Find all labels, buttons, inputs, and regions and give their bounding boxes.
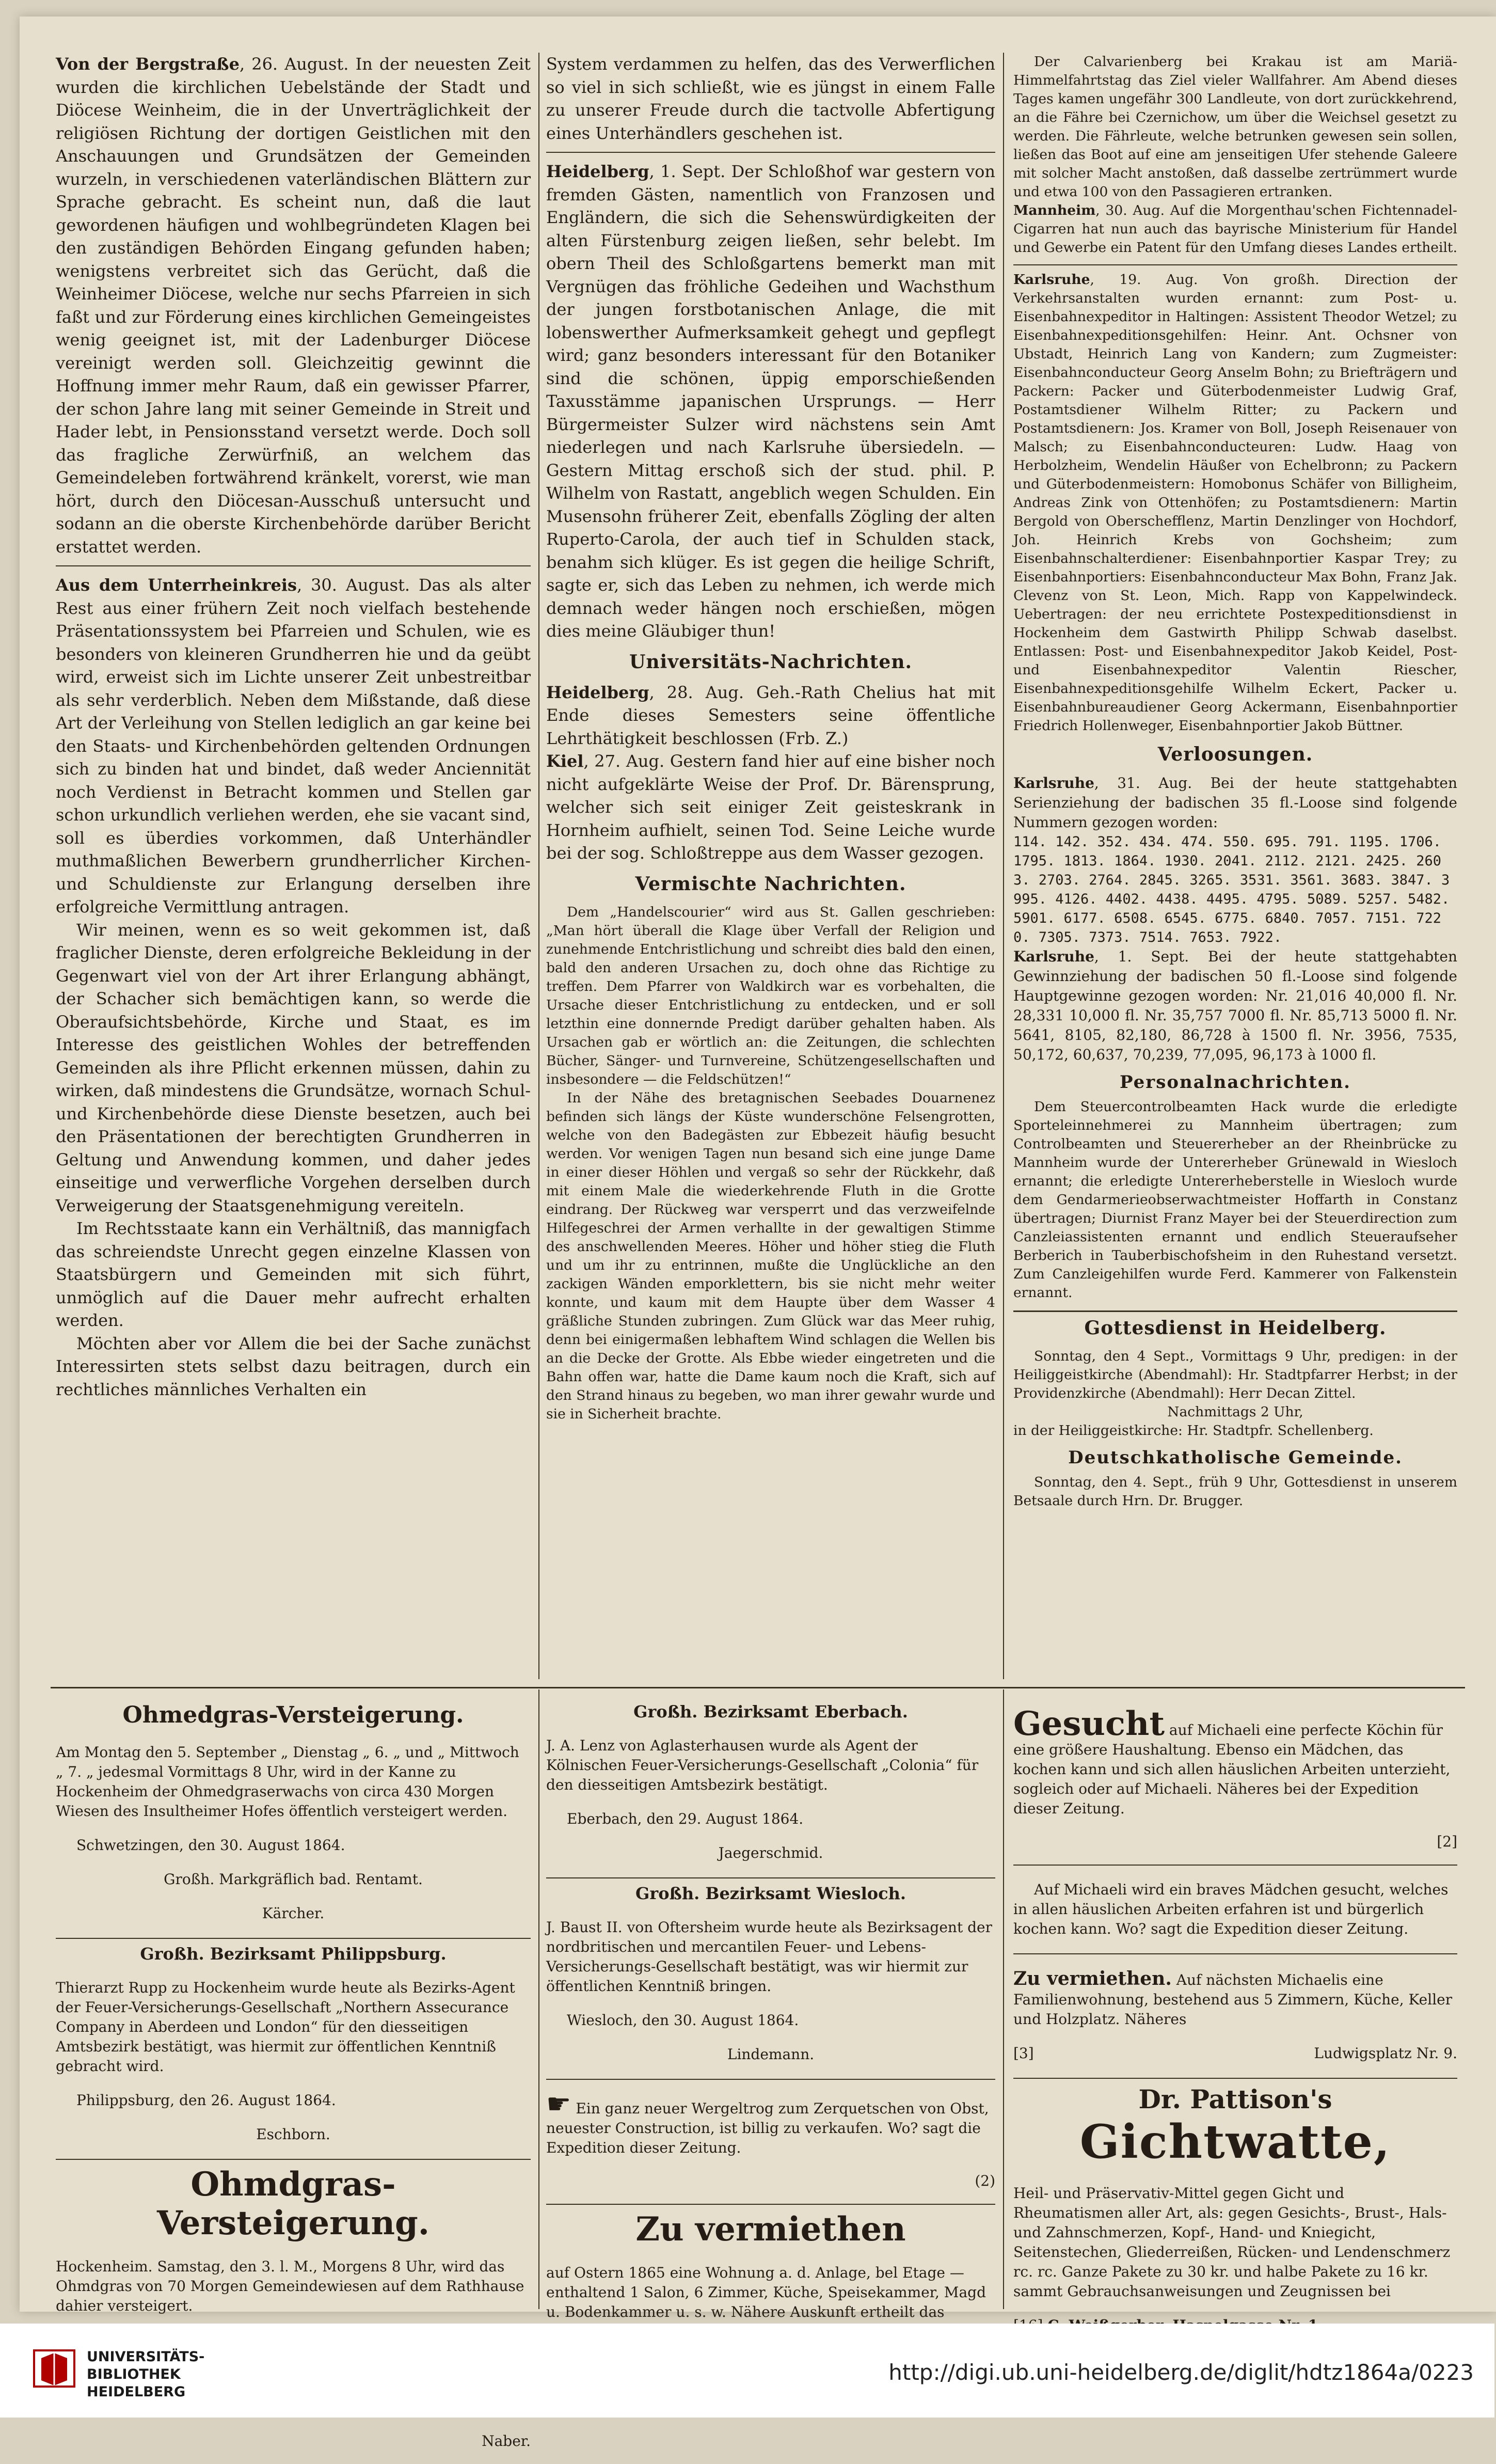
library-name-line: UNIVERSITÄTS-	[87, 2349, 205, 2365]
section-heading: Verloosungen.	[1157, 744, 1313, 765]
article-text: Das als alter Rest aus einer frühern Zeit noch vielfach bestehende Präsentationssystem bei Pfarreien und Schulen, wie es besonders von kleineren Grundherren hie und da geübt wird, erweist sich im Lichte unserer Zeit unbestreitbar als sehr verderblich. Neben dem Mißstande, daß diese Art der Verleihung von Stellen lediglich an gar keine bei den Staats- und Kirchenbehörden geltenden Ordnungen sich zu binden hat und bindet, daß weder Anciennität noch Verdienst in Betracht kommen und Stellen gar schon urkundlich verliehen werden, ehe sie vacant sind, soll es überdies vorkommen, daß Unterhändler muthmaßlichen Bewerbern grundherrlicher Kirchen- und Schuldienste zur Erlangung derselben ihre erfolgreiche Vermittlung antragen.	[56, 575, 531, 917]
ad-title: Großh. Bezirksamt Wiesloch.	[635, 1884, 906, 1903]
article-text: , 1. Sept. Bei der heute stattgehabten Gewinnziehung der badischen 50 fl.-Loose sind folgende Hauptgewinne gezogen worden: Nr. 21,016 40,000 fl. Nr. 28,331 10,000 fl. Nr. 35,757 7000 fl. Nr. 85,713 5000 fl. Nr. 5641, 8105, 82,180, 86,728 à 1500 fl. Nr. 3956, 7535, 50,172, 60,637, 70,239, 77,095, 96,173 à 1000 fl.	[1013, 948, 1457, 1063]
section-heading: Universitäts-Nachrichten.	[629, 651, 913, 673]
column-rule	[1003, 1689, 1004, 2309]
column-3	[1013, 53, 1457, 1518]
source-url[interactable]: http://digi.ub.uni-heidelberg.de/diglit/hdtz1864a/0223	[888, 2360, 1474, 2385]
article-text: , 31. Aug. Bei der heute stattgehabten Serienziehung der badischen 35 fl.-Loose sind folgende Nummern gezogen worden:	[1013, 775, 1457, 831]
article-text: , 28. Aug. Geh.-Rath Chelius hat mit Ende dieses Semesters seine öffentliche Lehrthätigkeit beschlossen (Frb. Z.)	[546, 682, 995, 748]
ad-text: J. A. Lenz von Aglasterhausen wurde als Agent der Kölnischen Feuer-Versicherungs-Gesellschaft „Colonia“ für den diesseitigen Amtsbezirk bestätigt.	[546, 1737, 979, 1793]
library-logo-icon	[31, 2345, 77, 2394]
article-place: Heidelberg	[546, 162, 649, 181]
article-personal	[1013, 1098, 1457, 1302]
section-heading: Gottesdienst in Heidelberg.	[1013, 1310, 1457, 1339]
article-place: Heidelberg	[546, 682, 649, 702]
column-2	[546, 53, 995, 1431]
article-text: Wir meinen, wenn es so weit gekommen ist, daß fraglicher Dienste, deren erfolgreiche Bekleidung in der Gegenwart viel von der Art ihrer Erlangung abhängt, der Schacher sich bemächtigen kann, so werde die Oberaufsichtsbehörde, Kirche und Staat, es im Interesse des geistlichen Wohles der betreffenden Gemeinden als ihre Pflicht erkennen müssen, dahin zu wirken, daß mindestens die Grundsätze, wornach Schul- und Kirchenbehörde diese Dienste besetzen, auch bei den Präsentationen der berechtigten Grundherren in Geltung und Anwendung kommen, und daher jedes einseitige und verwerfliche Vorgehen derselben durch Verweigerung der Staatsgenehmigung vereiteln.	[56, 920, 531, 1215]
article-place: Karlsruhe	[1013, 948, 1094, 965]
ad-clerk: Naber.	[482, 2433, 531, 2450]
separator	[546, 2204, 995, 2205]
ad-name: Jaegerschmid.	[718, 1844, 823, 1861]
ad-signature: Großh. Markgräflich bad. Rentamt.	[164, 1871, 423, 1888]
ad-date: Philippsburg, den 26. August 1864.	[76, 2092, 336, 2109]
ad-number: [3]	[1013, 2045, 1034, 2062]
ads-rule	[51, 1687, 1465, 1688]
article-place: Von der Bergstraße	[56, 54, 240, 74]
ad-text: auf Michaeli eine perfecte Köchin für eine größere Haushaltung. Ebenso ein Mädchen, das kochen kann und sich allen häuslichen Arbeiten unterzieht, sogleich oder auf Michaeli. Näheres bei der Expedition dieser Zeitung.	[1013, 1721, 1451, 1817]
article-text: Der Calvarienberg bei Krakau ist am Mariä-Himmelfahrtstag das Ziel vieler Wallfahrer. Am Abend dieses Tages kamen ungefähr 300 Landleute, von dort zurückkehrend, an die Fähre bei Czernichow, um über die Weichsel gesetzt zu werden. Die Fährleute, welche betrunken gewesen sein sollen, ließen das Boot auf eine am jenseitigen Ufer stehende Galeere mit solcher Macht anstoßen, daß dasselbe zertrümmert wurde und etwa 100 von den Passagieren ertranken.	[1013, 54, 1457, 200]
ad-text: Hockenheim. Samstag, den 3. l. M., Morgens 8 Uhr, wird das Ohmdgras von 70 Morgen Gemeindewiesen auf dem Rathhause dahier versteigert.	[56, 2258, 524, 2314]
separator	[1013, 2078, 1457, 2079]
ad-date: Wiesloch, den 30. August 1864.	[567, 2012, 799, 2029]
article-text: , 19. Aug. Von großh. Direction der Verkehrsanstalten wurden ernannt: zum Post- u. Eisenbahnexpeditor in Haltingen: Assistent Theodor Wetzel; zu Eisenbahnexpeditionsgehilfen: Heinr. Ant. Ochsner von Ubstadt, Heinrich Lang von Kandern; zum Zugmeister: Eisenbahnconducteur Georg Anselm Bohn; zu Briefträgern und Packern: Packer und Güterbodenmeister Ludwig Graf, Postamtsdiener Wilhelm Ritter; zu Packern und Postamtsdienern: Jos. Kramer von Boll, Joseph Reisenauer von Malsch; zu Eisenbahnconducteuren: Ludw. Haag von Herbolzheim, Wendelin Häußer von Echelbronn; zu Packern und Güterbodenmeistern: Homobonus Schäfer von Billigheim, Andreas Zink von Ottenhöfen; zu Postamtsdienern: Martin Bergold von Oberschefflenz, Martin Denzlinger von Hochdorf, Joh. Heinrich Krebs von Gochsheim; zum Eisenbahnschalterdiener: Eisenbahnportier Kaspar Trey; zu Eisenbahnportiers: Eisenbahnconducteur Max Bohn, Franz Jak. Clevenz von St. Leon, Mich. Rapp von Kappelwindeck. Uebertragen: der neu errichtete Postexpeditionsdienst in Hockenheim dem Gastwirth Philipp Schwab daselbst. Entlassen: Post- und Eisenbahnexpeditor Jakob Keidel, Post- und Eisenbahnexpeditor Valentin Riescher, Eisenbahnexpeditionsgehilfe Wilhelm Eckert, Packer u. Eisenbahnbureaudiener Georg Ackermann, Eisenbahnportier Friedrich Hollenweger, Eisenbahnportier Jakob Büttner.	[1013, 272, 1457, 734]
separator	[56, 565, 531, 566]
article-gottesdienst	[1013, 1347, 1457, 1440]
ad-title: Zu vermiethen.	[1013, 1968, 1172, 1989]
ad-name: Lindemann.	[727, 2046, 815, 2063]
ad-number: (2)	[975, 2172, 995, 2189]
article-text: , 30. Aug. Auf die Morgenthau'schen Fichtennadel-Cigarren hat nun auch das bayrische Ministerium für Handel und Gewerbe ein Patent für den Umfang dieses Landes ertheilt.	[1013, 202, 1457, 256]
article-text: Dem Steuercontrolbeamten Hack wurde die erledigte Sporteleinnehmerei zu Mannheim übertragen; zum Controlbeamten und Steuererheber an der Rheinbrücke zu Mannheim wurde der Untererheber Grünewald in Wiesloch ernannt; die erledigte Untererheberstelle in Wiesloch wurde dem Gendarmerieobserwachtmeister Hoffarth in Constanz übertragen; Diurnist Franz Mayer bei der Steuerdirection zum Canzleiassistenten ernannt und endlich Steueraufseher Berberich in Tauberbischofsheim in den Ruhestand versetzt. Zum Canzleigehilfen wurde Ferd. Kammerer von Falkenstein ernannt.	[1013, 1099, 1457, 1301]
ad-title: Gichtwatte,	[1079, 2114, 1391, 2169]
article-bergstrasse	[56, 53, 531, 558]
ad-name: Kärcher.	[262, 1905, 325, 1922]
ad-title: Ohmdgras-Versteigerung.	[156, 2165, 430, 2242]
ad-title: Gesucht	[1013, 1704, 1165, 1743]
library-name-line: BIBLIOTHEK	[87, 2366, 181, 2382]
section-heading: Vermischte Nachrichten.	[635, 873, 906, 895]
ad-text: J. Baust II. von Oftersheim wurde heute als Bezirksagent der nordbritischen und mercantilen Feuer- und Lebens-Versicherungs-Gesellschaft bestätigt, was wir hiermit zur öffentlichen Kenntniß bringen.	[546, 1919, 992, 1995]
ad-column-2	[546, 1695, 995, 2356]
separator	[546, 152, 995, 153]
article-text: System verdammen zu helfen, das des Verwerflichen so viel in sich schließt, wie es jüngst in einem Falle zu unserer Freude durch die tactvolle Abfertigung eines Unterhändlers geschehen ist.	[546, 54, 995, 143]
article-date: , 30. August.	[297, 575, 410, 595]
ad-date: Schwetzingen, den 30. August 1864.	[76, 1837, 345, 1854]
article-date: , 26. August.	[239, 54, 349, 74]
section-heading: Personalnachrichten.	[1120, 1072, 1351, 1093]
article-text: Sonntag, den 4. Sept., früh 9 Uhr, Gottesdienst in unserem Betsaale durch Hrn. Dr. Brugger.	[1013, 1474, 1457, 1509]
article-text: Im Rechtsstaate kann ein Verhältniß, das mannigfach das schreiendste Unrecht gegen einzelne Klassen von Staatsbürgern und Gemeinden mit sich führt, unmöglich auf die Dauer mehr aufrecht erhalten werden.	[56, 1219, 531, 1330]
ad-text: Ein ganz neuer Wergeltrog zum Zerquetschen von Obst, neuester Construction, ist billig zu verkaufen. Wo? sagt die Expedition dieser Zeitung.	[546, 2100, 989, 2156]
ad-text: Am Montag den 5. September „ Dienstag „ 6. „ und „ Mittwoch „ 7. „ jedesmal Vormittags 8 Uhr, wird in der Kanne zu Hockenheim der Ohmedgraserwachs von circa 430 Morgen Wiesen des Insultheimer Hofes öffentlich versteigert werden.	[56, 1744, 519, 1820]
article-text: In der Nähe des bretagnischen Seebades Douarnenez befinden sich längs der Küste wunderschöne Felsengrotten, welche von den Badegästen zur Ebbezeit häufig besucht werden. Vor wenigen Tagen nun besand sich eine junge Dame in einer dieser Höhlen und vergaß so sehr der Rückkehr, daß mit einem Male die wiederkehrende Fluth in die Grotte eindrang. Der Rückweg war versperrt und das verzweifelnde Hilfegeschrei der Armen verhallte in der gewaltigen Stimme des anschwellenden Meeres. Höher und höher stieg die Fluth und um ihr zu entrinnen, mußte die Unglückliche an den zackigen Wänden emporklettern, bis sie nicht mehr weiter konnte, und kaum mit dem Haupte über dem Wasser 4 gräßliche Stunden zubringen. Zum Glück war das Meer ruhig, denn bei einigermaßen lebhaftem Wind schlagen die Wellen bis an die Decke der Grotte. Als Ebbe wieder eingetreten und die Bahn offen war, hatte die Dame kaum noch die Kraft, sich auf den Strand hinaus zu begeben, wo man ihrer gewahr wurde und sie in Sicherheit brachte.	[546, 1089, 995, 1422]
lottery-numbers: 114. 142. 352. 434. 474. 550. 695. 791. 1195. 1706. 1795. 1813. 1864. 1930. 2041. 2112. 2121. 2425. 2603. 2703. 2764. 2845. 3265. 3531. 3561. 3683. 3847. 3995. 4126. 4402. 4438. 4495. 4795. 5089. 5257. 5482. 5901. 6177. 6508. 6545. 6775. 6840. 7057. 7151. 7220. 7305. 7373. 7514. 7653. 7922.	[1013, 834, 1458, 945]
article-text: In der neuesten Zeit wurden die kirchlichen Uebelstände der Stadt und Diöcese Weinheim, die in der Unverträglichkeit der religiösen Richtung der dortigen Geistlichen mit den Anschauungen und Grundsätzen der Gemeinden wurzeln, in verschiedenen vaterländischen Blättern zur Sprache gebracht. Es scheint nun, daß die laut gewordenen häufigen und wohlbegründeten Klagen bei den zuständigen Behörden Eingang gefunden haben; wenigstens verbreitet sich das Gerücht, daß die Weinheimer Diöcese, welche nur sechs Pfarreien in sich faßt und zur Förderung eines kirchlichen Gemeingeistes wenig geeignet ist, mit der Ladenburger Diöcese vereinigt werden soll. Gleichzeitig gewinnt die Hoffnung immer mehr Raum, daß ein gewisser Pfarrer, der schon Jahre lang mit seiner Gemeinde in Streit und Hader lebt, in Pensionsstand versetzt werde. Doch soll das fragliche Zerwürfniß, an welchem das Gemeindeleben fortwährend kränkelt, vorerst, wie man hört, durch den Diöcesan-Ausschuß untersucht und sodann an die oberste Kirchenbehörde darüber Bericht erstattet werden.	[56, 54, 531, 557]
article-text: Der Schloßhof war gestern von fremden Gästen, namentlich von Franzosen und Engländern, die sich die Sehenswürdigkeiten der alten Fürstenburg zeigen ließen, sehr belebt. Im obern Theil des Schloßgartens bemerkt man mit Vergnügen das fröhliche Gedeihen und Wachsthum der jungen forstbotanischen Anlage, die mit lobenswerther Aufmerksamkeit gehegt und gepflegt wird; ganz besonders interessant für den Botaniker sind die schönen, üppig emporschießenden Taxusstämme japanischen Ursprungs. — Herr Bürgermeister Sulzer wird nächstens sein Amt niederlegen und nach Karlsruhe übersiedeln. — Gestern Mittag erschoß sich der stud. phil. P. Wilhelm von Rastatt, angeblich wegen Schulden. Ein Musensohn früherer Zeit, ebenfalls Zögling der alten Ruperto-Carola, der auch tief in Schulden stack, benahm sich klüger. Es ist gegen die heilige Schrift, sagte er, sich das Leben zu nehmen, ich werde mich demnach weder hängen noch erschießen, mögen dies meine Gläubiger thun!	[546, 162, 996, 641]
column-rule	[538, 1689, 539, 2309]
separator	[56, 2159, 531, 2160]
article-unterrheinkreis	[56, 574, 531, 1401]
article-text: Möchten aber vor Allem die bei der Sache zunächst Interessirten stets selbst dazu beitragen, durch ein rechtliches männliches Verhalten ein	[56, 1333, 531, 1399]
article-krakau	[1013, 53, 1457, 257]
article-vermischt	[546, 903, 995, 1424]
separator	[1013, 1953, 1457, 1954]
column-rule	[1003, 53, 1004, 1679]
article-text: in der Heiliggeistkirche: Hr. Stadtpfr. Schellenberg.	[1013, 1423, 1374, 1439]
article-deutschkatholisch	[1013, 1473, 1457, 1510]
article-place: Karlsruhe	[1013, 272, 1090, 288]
ad-text: auf Ostern 1865 eine Wohnung a. d. Anlage, bel Etage — enthaltend 1 Salon, 6 Zimmer, Küche, Speisekammer, Magd u. Bodenkammer u. s. w. Nähere Auskunft ertheilt das	[546, 2264, 986, 2320]
footer	[0, 2324, 1494, 2418]
article-heidelberg	[546, 160, 995, 643]
library-name-line: HEIDELBERG	[87, 2384, 186, 2400]
ad-title: Dr. Pattison's	[1138, 2084, 1332, 2114]
article-place: Aus dem Unterrheinkreis	[56, 575, 297, 595]
ad-text: Heil- und Präservativ-Mittel gegen Gicht und Rheumatismen aller Art, als: gegen Gesichts-, Brust-, Hals- und Zahnschmerzen, Kopf-, Hand- und Kniegicht, Seitenstechen, Gliederreißen, Rücken- und Lendenschmerz rc. rc. Ganze Pakete zu 30 kr. und halbe Pakete zu 16 kr. sammt Gebrauchsanweisungen und Zeugnissen bei	[1013, 2185, 1451, 2300]
ad-text: Thierarzt Rupp zu Hockenheim wurde heute als Bezirks-Agent der Feuer-Versicherungs-Gesellschaft „Northern Assecurance Company in Aberdeen und London“ für den diesseitigen Amtsbezirk bestätigt, was hiermit zur öffentlichen Kenntniß gebracht wird.	[56, 1979, 515, 2075]
ad-title: Großh. Bezirksamt Philippsburg.	[140, 1944, 447, 1964]
ad-title: Großh. Bezirksamt Eberbach.	[633, 1702, 908, 1721]
article-text: Dem „Handelscourier“ wird aus St. Gallen geschrieben: „Man hört überall die Klage über Verfall der Religion und zunehmende Entchristlichung und schreibt dies bald den einen, bald den anderen Ursachen zu, doch ohne das Richtige zu treffen. Dem Pfarrer von Waldkirch war es vorbehalten, die Ursache dieser Entchristlichung zu entdecken, und er soll letzthin eine donnernde Predigt darüber gehalten haben. Als Ursachen gab er wörtlich an: die Zeitungen, die schlechten Bücher, Sänger- und Turnvereine, Schützengesellschaften und insbesondere — die Feldschützen!“	[546, 904, 995, 1087]
separator	[546, 2079, 995, 2080]
article-text: Sonntag, den 4 Sept., Vormittags 9 Uhr, predigen: in der Heiliggeistkirche (Abendmahl): Hr. Stadtpfarrer Herbst; in der Providenzkirche (Abendmahl): Herr Decan Zittel.	[1013, 1348, 1457, 1401]
ad-title: Zu vermiethen	[635, 2210, 906, 2249]
separator	[546, 1877, 995, 1878]
article-continuation	[546, 53, 995, 145]
column-rule	[538, 53, 539, 1679]
article-place: Kiel	[546, 751, 584, 771]
separator	[56, 1938, 531, 1939]
pointing-hand-icon: ☛	[546, 2088, 571, 2120]
ad-date: Eberbach, den 29. August 1864.	[567, 1810, 804, 1827]
ad-text: Auf nächsten Michaelis eine Familienwohnung, bestehend aus 5 Zimmern, Küche, Keller und Holzplatz. Näheres	[1013, 1971, 1453, 2028]
article-date: , 1. Sept.	[649, 162, 726, 181]
ad-text: Auf Michaeli wird ein braves Mädchen gesucht, welches in allen häuslichen Arbeiten erfahren ist und bürgerlich kochen kann. Wo? sagt die Expedition dieser Zeitung.	[1013, 1881, 1449, 1937]
article-verloosungen	[1013, 773, 1457, 1065]
section-heading: Deutschkatholische Gemeinde.	[1068, 1447, 1403, 1468]
article-place: Mannheim	[1013, 202, 1096, 218]
ad-address: Ludwigsplatz Nr. 9.	[1314, 2045, 1457, 2062]
article-univ	[546, 681, 995, 865]
ad-number: [2]	[1437, 1833, 1457, 1850]
ad-title: Ohmedgras-Versteigerung.	[122, 1702, 464, 1728]
article-karlsruhe	[1013, 271, 1457, 735]
separator	[1013, 264, 1457, 265]
separator	[1013, 1865, 1457, 1866]
article-text: , 27. Aug. Gestern fand hier auf eine bisher noch nicht aufgeklärte Weise der Prof. Dr. Bärensprung, welcher sich seit einiger Zeit geisteskrank in Hornheim aufhielt, seinen Tod. Seine Leiche wurde bei der sog. Schloßtreppe aus dem Wasser gezogen.	[546, 751, 995, 863]
column-1	[56, 53, 531, 1408]
article-text: Nachmittags 2 Uhr,	[1167, 1404, 1303, 1420]
ad-column-3	[1013, 1695, 1457, 2350]
ad-name: Eschborn.	[256, 2126, 330, 2143]
article-place: Karlsruhe	[1013, 775, 1094, 792]
library-name	[87, 2348, 204, 2401]
